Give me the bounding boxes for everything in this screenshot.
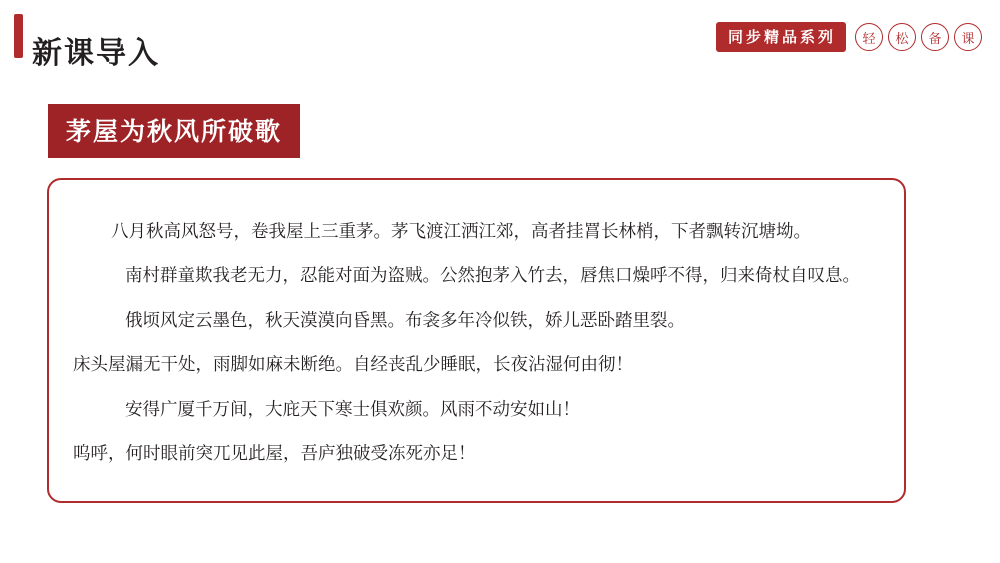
poem-card — [47, 178, 906, 503]
brand-series-badge: 同步精品系列 — [716, 22, 846, 52]
poem-title-banner: 茅屋为秋风所破歌 — [48, 104, 300, 158]
brand-seals — [855, 23, 982, 51]
poem-line: 南村群童欺我老无力，忍能对面为盗贼。公然抱茅入竹去，唇焦口燥呼不得，归来倚杖自叹息。 — [125, 266, 860, 287]
poem-line: 床头屋漏无干处，雨脚如麻未断绝。自经丧乱少睡眠，长夜沾湿何由彻！ — [73, 355, 633, 376]
poem-line: 八月秋高风怒号，卷我屋上三重茅。茅飞渡江洒江郊，高者挂罥长林梢，下者飘转沉塘坳。 — [111, 222, 811, 242]
poem-line: 呜呼，何时眼前突兀见此屋，吾庐独破受冻死亦足！ — [73, 443, 476, 464]
seal-icon-3: 备 — [921, 23, 949, 51]
seal-icon-1: 轻 — [855, 23, 883, 51]
poem-line: 安得广厦千万间，大庇天下寒士俱欢颜。风雨不动安如山！ — [125, 399, 580, 420]
page-title: 新课导入 — [32, 36, 160, 71]
poem-lines — [73, 220, 882, 467]
slide-header — [0, 0, 1000, 90]
title-accent-bar — [14, 14, 23, 58]
poem-line: 俄顷风定云墨色，秋天漠漠向昏黑。布衾多年冷似铁，娇儿恶卧踏里裂。 — [125, 310, 685, 331]
seal-icon-2: 松 — [888, 23, 916, 51]
seal-icon-4: 课 — [954, 23, 982, 51]
brand-group — [716, 22, 982, 52]
